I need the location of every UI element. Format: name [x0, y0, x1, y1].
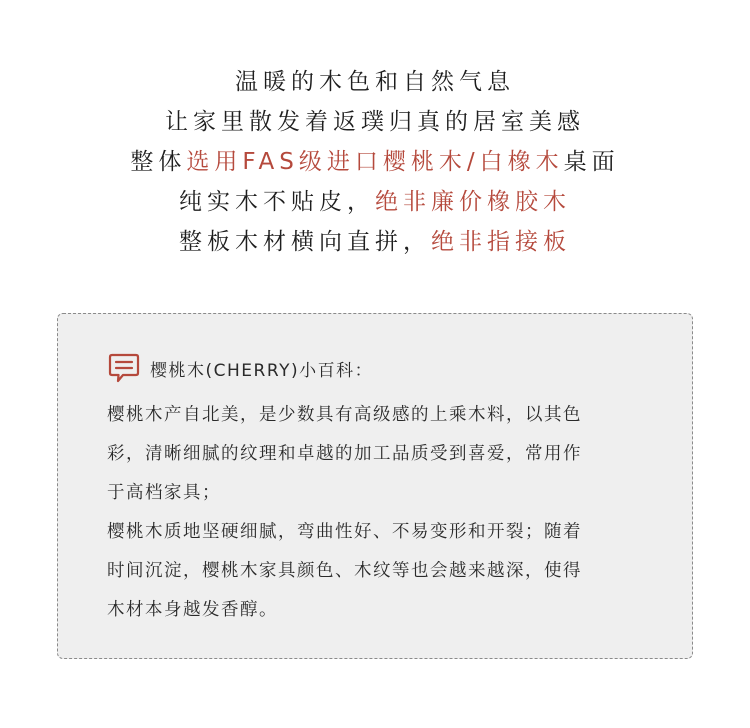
headline-line-3-accent: 选用FAS级进口樱桃木/白橡木	[186, 149, 564, 175]
card-header	[108, 352, 373, 384]
encyclopedia-card	[57, 313, 693, 659]
headline	[0, 62, 750, 262]
body-line-5: 时间沉淀，樱桃木家具颜色、木纹等也会越来越深，使得	[107, 561, 582, 581]
body-line-6: 木材本身越发香醇。	[107, 600, 278, 620]
headline-line-5-pre: 整板木材横向直拼，	[179, 229, 431, 255]
headline-line-5	[0, 222, 750, 262]
headline-line-4-accent: 绝非廉价橡胶木	[375, 189, 571, 215]
body-line-3: 于高档家具；	[107, 483, 221, 503]
body-line-1: 樱桃木产自北美，是少数具有高级感的上乘木料，以其色	[107, 405, 582, 425]
body-line-4: 樱桃木质地坚硬细腻，弯曲性好、不易变形和开裂；随着	[107, 522, 582, 542]
headline-line-4	[0, 182, 750, 222]
card-title: 樱桃木(CHERRY)小百科：	[150, 360, 374, 381]
headline-line-3-post: 桌面	[563, 149, 620, 175]
body-line-2: 彩，清晰细腻的纹理和卓越的加工品质受到喜爱，常用作	[107, 444, 582, 464]
chat-bubble-icon	[108, 352, 140, 384]
headline-line-3-pre: 整体	[130, 149, 187, 175]
headline-line-3	[0, 142, 750, 182]
card-body	[107, 396, 667, 630]
headline-line-2: 让家里散发着返璞归真的居室美感	[165, 109, 585, 135]
headline-line-1: 温暖的木色和自然气息	[235, 69, 515, 95]
headline-line-5-accent: 绝非指接板	[431, 229, 571, 255]
headline-line-4-pre: 纯实木不贴皮，	[179, 189, 375, 215]
